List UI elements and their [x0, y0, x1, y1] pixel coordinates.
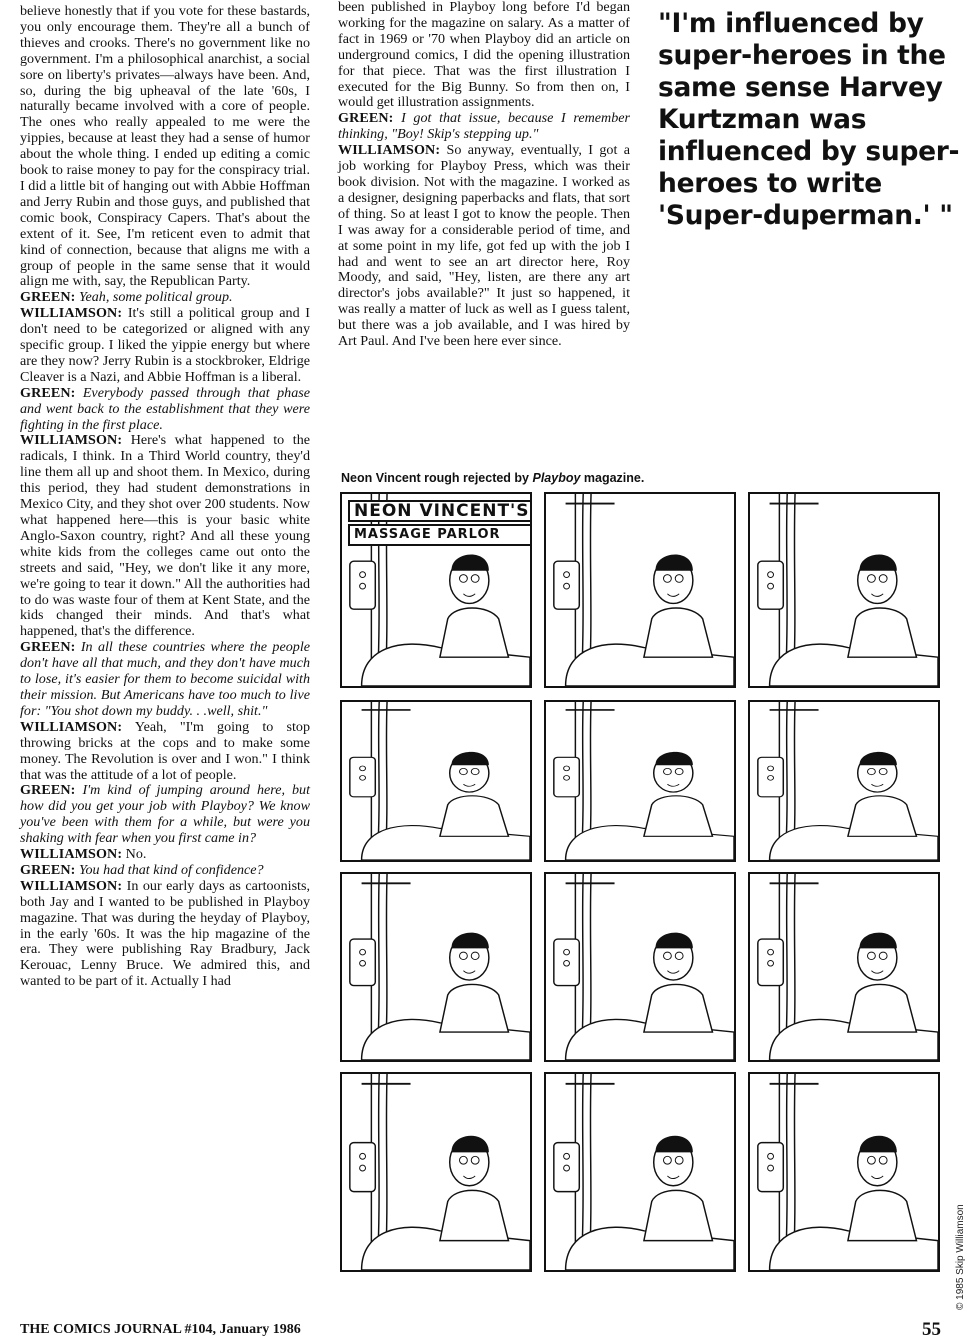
comic-panel: [544, 872, 736, 1062]
panel-drawing: [750, 1074, 938, 1270]
left-column-paragraph: [20, 290, 310, 306]
left-column-paragraph: [20, 640, 310, 720]
question-text: Everybody passed through that phase and went back to the establishment that they were fighting in the first place.: [20, 384, 310, 433]
speaker-label: WILLIAMSON:: [20, 718, 123, 735]
speaker-label: WILLIAMSON:: [338, 142, 441, 159]
middle-column-paragraph: [338, 143, 630, 350]
comic-panel: [544, 492, 736, 688]
copyright-credit: © 1985 Skip Williamson: [955, 1204, 966, 1310]
panel-drawing: [546, 874, 734, 1060]
speaker-label: GREEN:: [20, 639, 76, 656]
pull-quote: "I'm influenced by super-heroes in the same sense Harvey Kurtzman was influenced by super-heroes to write 'Super-duperman.' ": [658, 8, 960, 231]
left-column-paragraph: [20, 783, 310, 847]
answer-text: It's still a political group and I don't need to be categorized or aligned with any specific group. I liked the yippie energy but where are they now? Jerry Rubin is a stockbroker, Eldrige Cleaver is a Nazi, and Abbie Hoffman is a liberal.: [20, 305, 310, 385]
question-text: Yeah, some political group.: [78, 289, 233, 306]
middle-column-paragraph: [338, 111, 630, 143]
left-column-paragraph: [20, 433, 310, 640]
speaker-label: GREEN:: [20, 861, 76, 878]
answer-text: So anyway, eventually, I got a job working for Playboy Press, which was their book division. Not with the magazine. I worked as a designer, designing paperbacks and flats, that sort of thing. So at least I got to know the people. Then I was away for a considerable period of time, and at some point in my life, got fed up with the job I had and went to see an art director here, Roy Moody, and said, "Hey, listen, are there any art director's jobs available?" It just so happened, it was really a matter of luck as well as I guess talent, but there was a job available, and I was hired by Art Paul. And I've been here ever since.: [338, 142, 630, 350]
panel-drawing: [546, 702, 734, 860]
question-text: I got that issue, because I remember thinking, "Boy! Skip's stepping up.": [338, 110, 630, 143]
answer-text: Yeah, "I'm going to stop throwing bricks at the cops and to make some money. The Revolution is over and I won." I think that was the attitude of a lot of people.: [20, 718, 310, 783]
comic-panel: [748, 492, 940, 688]
answer-text: No.: [125, 846, 147, 863]
comic-caption: [341, 471, 941, 485]
comic-panel: [340, 700, 532, 862]
speaker-label: WILLIAMSON:: [20, 305, 123, 322]
speaker-label: GREEN:: [20, 289, 76, 306]
left-column-paragraph: [20, 306, 310, 386]
panel-drawing: [750, 702, 938, 860]
speaker-label: GREEN:: [20, 384, 76, 401]
speaker-label: GREEN:: [338, 110, 394, 127]
massage-parlor-sign: [348, 500, 532, 548]
answer-text: In our early days as cartoonists, both Jay and I wanted to be published in Playboy magazine. That was during the heyday of Playboy, in the early '60s. It was the hip magazine of the era. They were publishing Ray Bradbury, Jack Kerouac, Lenny Bruce. We admired this, and wanted to be part of it. Actually I had: [20, 877, 310, 990]
comic-panel: [340, 1072, 532, 1272]
caption-magazine-name: Playboy: [532, 471, 581, 485]
speaker-label: WILLIAMSON:: [20, 846, 123, 863]
panel-drawing: [342, 874, 530, 1060]
comic-panel: [340, 872, 532, 1062]
interview-column-middle: [338, 0, 630, 350]
panel-drawing: [342, 1074, 530, 1270]
left-column-paragraph: [20, 386, 310, 434]
sign-line-business: MASSAGE PARLOR: [348, 524, 532, 546]
comic-panel: [544, 700, 736, 862]
speaker-label: WILLIAMSON:: [20, 432, 123, 449]
caption-prefix: Neon Vincent rough rejected by: [341, 471, 533, 485]
comic-panel: [748, 1072, 940, 1272]
speaker-label: WILLIAMSON:: [20, 877, 123, 894]
left-column-paragraph: [20, 879, 310, 990]
speaker-label: GREEN:: [20, 782, 76, 799]
panel-drawing: [546, 494, 734, 686]
sign-line-name: NEON VINCENT'S: [348, 500, 532, 522]
question-text: You had that kind of confidence?: [78, 861, 264, 878]
comic-panel: [748, 872, 940, 1062]
middle-column-paragraph: been published in Playboy long before I'd began working for the magazine on salary. As a matter of fact in 1969 or '70 when Playboy did an article on underground comics, I did the opening illustration for that piece. That was the first illustration I executed for the Big Bunny. So from then on, I would get illustration assignments.: [338, 0, 630, 111]
footer-journal-title: THE COMICS JOURNAL #104, January 1986: [20, 1322, 301, 1337]
interview-column-left: [20, 4, 310, 990]
left-column-paragraph: [20, 847, 310, 863]
question-text: In all these countries where the people don't have all that much, and they don't have much to lose, it's easier for them to become suicidal with their mission. But Americans have too much to live for: "You shot down my buddy. . .well, shit.": [20, 639, 310, 719]
page-number: 55: [922, 1319, 941, 1340]
left-column-paragraph: [20, 720, 310, 784]
comic-panel: [340, 492, 532, 688]
question-text: I'm kind of jumping around here, but how did you get your job with Playboy? We know you've been with them for a while, but were you shaking with fear when you first came in?: [20, 782, 311, 847]
left-column-paragraph: believe honestly that if you vote for these bastards, you only encourage them. They're all a bunch of thieves and crooks. There's no government like no government. I'm a philosophical anarchist, a social sore on liberty's privates—always have been. And, so, during the big upheaval of the late '60s, I naturally became involved with a core of people. The ones who really appealed to me were the yippies, because at least they had a sense of humor about the whole thing. I ended up editing a comic book to raise money to pay for the conspiracy trial. I did a little bit of hanging out with Abbie Hoffman and Jerry Rubin and those guys, and published that comic book, Conspiracy Capers. That's about the extent of it. See, I'm reticent even to admit that kind of connection, because that aligns me with a group of people in the same sense that it would align me with, say, the Republican Party.: [20, 3, 310, 290]
caption-suffix: magazine.: [580, 471, 645, 485]
panel-drawing: [546, 1074, 734, 1270]
comic-panel: [544, 1072, 736, 1272]
panel-drawing: [342, 702, 530, 860]
answer-text: Here's what happened to the radicals, I think. In a Third World country, they'd line them all up and shoot them. In Mexico, during this period, they had student demonstrations in Mexico City, and they shot over 200 students. Now what happened here—this is your basic white Anglo-Saxon country, right? And all these young white kids from the colleges came out onto the streets and said, "Hey, we don't like it any more, we're going to tear it down." All the authorities had to do was waste four of them at Kent State, and the kids changed their minds. And that's what happened, that's the difference.: [20, 432, 310, 640]
left-column-paragraph: [20, 863, 310, 879]
comic-strip: [340, 492, 950, 1292]
comic-panel: [748, 700, 940, 862]
panel-drawing: [750, 874, 938, 1060]
panel-drawing: [750, 494, 938, 686]
